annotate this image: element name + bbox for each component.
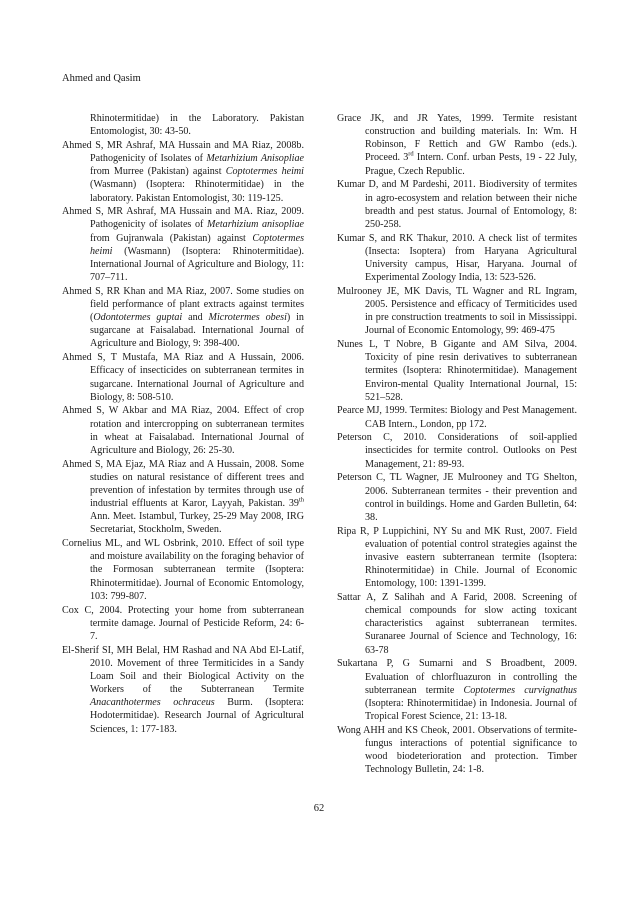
reference-entry [337,285,577,338]
reference-text: (Wasmann) (Isoptera: Rhinotermitidae) in the laboratory. Pakistan Entomologist, 30: 119-125. [90,179,304,204]
reference-text: Ahmed S, MR Ashraf, MA Hussain and MA. Riaz, 2009. Pathogenicity of isolates of [62,206,304,231]
reference-entry [62,112,304,138]
species-name: Anacanthotermes ochraceus [90,697,215,709]
reference-entry [337,591,577,657]
reference-text: Burm. (Isoptera: Hodotermitidae). Research Journal of Agricultural Sciences, 1: 177-183. [90,697,304,735]
reference-text: (Wasmann) (Isoptera: Rhinotermitidae). International Journal of Agriculture and Biology, 11: 707–711. [90,245,304,284]
reference-text: Peterson C, 2010. Considerations of soil-applied insecticides for termite control. Outlooks on Pest Management, 21: 89-93. [337,432,577,470]
reference-entry [337,178,577,231]
species-name: Metarhizium anisopliae [206,219,304,231]
reference-text: Peterson C, TL Wagner, JE Mulrooney and TG Shelton, 2006. Subterranean termites - their prevention and control in buildings. Home and Garden Bulletin, 64: 38. [337,472,577,523]
reference-text: from Gujranwala (Pakistan) against [90,232,253,244]
reference-text: Kumar S, and RK Thakur, 2010. A check list of termites (Insecta: Isoptera) from Haryana Agricultural University campus, Hisar, Haryana. Journal of Experimental Zoology India, 13: 523-526. [337,232,577,284]
page-number: 62 [313,803,325,814]
species-name: Coptotermes curvignathus [463,684,577,696]
reference-text: Ahmed S, RR Khan and MA Riaz, 2007. Some studies on field performance of plant extracts against termites ( [62,285,304,324]
reference-text: Ahmed S, W Akbar and MA Riaz, 2004. Effect of crop rotation and intercropping on subterranean termites in wheat at Faisalabad. International Journal of Agriculture and Biology, 26: 25-30. [62,405,304,456]
reference-text: Sattar A, Z Salihah and A Farid, 2008. Screening of chemical compounds for slow acting toxicant characteristics against subterranean termites. Suranaree Journal of Science and Technology, 16: 63-78 [337,591,577,656]
reference-text: ) in sugarcane at Faisalabad. International Journal of Agriculture and Biology, 9: 398-400. [90,312,304,350]
reference-entry [62,458,304,537]
reference-text: Wong AHH and KS Cheok, 2001. Observations of termite-fungus interactions of potential significance to wood biodeterioration and protection. Timber Technology Bulletin, 24: 1-8. [337,724,577,776]
reference-text: Ahmed S, T Mustafa, MA Riaz and A Hussain, 2006. Efficacy of insecticides on subterranean termites in sugarcane. International Journal of Agriculture and Biology, 8: 508-510. [62,352,304,403]
reference-text: Mulrooney JE, MK Davis, TL Wagner and RL Ingram, 2005. Persistence and efficacy of Termiticides used in pre construction treatments to soil in Mississippi. Journal of Economic Entomology, 99: 469-475 [337,285,577,337]
reference-text: Grace JK, and JR Yates, 1999. Termite resistant construction and building materials. In: Wm. H Robinson, F Rettich and GW Rambo (eds.). Proceed. 3 [337,113,577,164]
reference-text: Pearce MJ, 1999. Termites: Biology and Pest Management. CAB Intern., London, pp 172. [337,405,577,430]
reference-text: Cornelius ML, and WL Osbrink, 2010. Effect of soil type and moisture availability on the foraging behavior of the Formosan subterranean termite (Isoptera: Rhinotermitidae). Journal of Economic Entomology, 103: 799-807. [62,538,304,602]
reference-text: Cox C, 2004. Protecting your home from subterranean termite damage. Journal of Pesticide Reform, 24: 6-7. [62,604,304,642]
reference-entry [337,338,577,404]
reference-entry [62,139,304,205]
superscript: rd [408,151,414,159]
reference-entry [337,431,577,470]
reference-entry [62,604,304,643]
left-reference-column [62,112,304,736]
running-header: Ahmed and Qasim [62,73,141,84]
reference-text: Ann. Meet. Istambul, Turkey, 25-29 May 2008, IRG Secretariat, Stockholm, Sweden. [90,511,304,536]
reference-entry [62,285,304,351]
reference-text: Kumar D, and M Pardeshi, 2011. Biodiversity of termites in agro-ecosystem and relation between their niche breadth and pest status. Journal of Entomology, 8: 250-258. [337,179,577,230]
reference-entry [62,351,304,404]
superscript: th [298,496,304,504]
reference-text: (Isoptera: Rhinotermitidae) in Indonesia. Journal of Tropical Forest Science, 21: 13-18. [365,697,577,722]
species-name: Coptotermes heimi [225,166,304,178]
reference-text: Ahmed S, MR Ashraf, MA Hussain and MA Riaz, 2008b. Pathogenicity of Isolates of [62,139,304,165]
reference-text: Ahmed S, MA Ejaz, MA Riaz and A Hussain, 2008. Some studies on natural resistance of different trees and prevention of infestation by termites through use of industrial effluents at Karor, Layyah, Pakistan. 39 [62,458,304,510]
reference-entry [337,525,577,591]
reference-entry [62,404,304,457]
reference-entry [337,112,577,178]
reference-text: Ripa R, P Luppichini, NY Su and MK Rust, 2007. Field evaluation of potential control strategies against the invasive eastern subterranean termite (Isoptera: Rhinotermitidae) in Chile. Journal of Economic Entomology, 100: 1391-1399. [337,525,577,590]
reference-text: and [182,312,209,324]
species-name: Coptotermes heimi [90,232,304,257]
reference-entry [337,471,577,524]
reference-entry [337,657,577,723]
reference-entry [337,724,577,777]
species-name: Metarhizium Anisopliae [206,153,304,165]
reference-entry [62,644,304,736]
reference-entry [62,205,304,284]
reference-text: Rhinotermitidae) in the Laboratory. Pakistan Entomologist, 30: 43-50. [90,113,304,138]
reference-text: from Murree (Pakistan) against [90,166,226,178]
reference-text: El-Sherif SI, MH Belal, HM Rashad and NA Abd El-Latif, 2010. Movement of three Termiticides in a Sandy Loam Soil and their Biological Activity on the Workers of the Subterranean Termite [62,644,304,696]
reference-text: Intern. Conf. urban Pests, 19 - 22 July, Prague, Czech Republic. [365,152,577,177]
reference-entry [62,537,304,603]
reference-text: Sukartana P, G Sumarni and S Broadbent, 2009. Evaluation of chlorfluazuron in controlling the subterranean termite [337,658,577,696]
right-reference-column [337,112,577,776]
reference-entry [337,404,577,430]
reference-text: Nunes L, T Nobre, B Gigante and AM Silva, 2004. Toxicity of pine resin derivatives to subterranean termites (Isoptera: Rhinotermitidae). Management Environ-mental Quality International Journal, 15: 521–528. [337,339,577,403]
species-name: Odontotermes guptai [93,312,183,324]
reference-entry [337,232,577,285]
species-name: Microtermes obesi [208,312,287,324]
